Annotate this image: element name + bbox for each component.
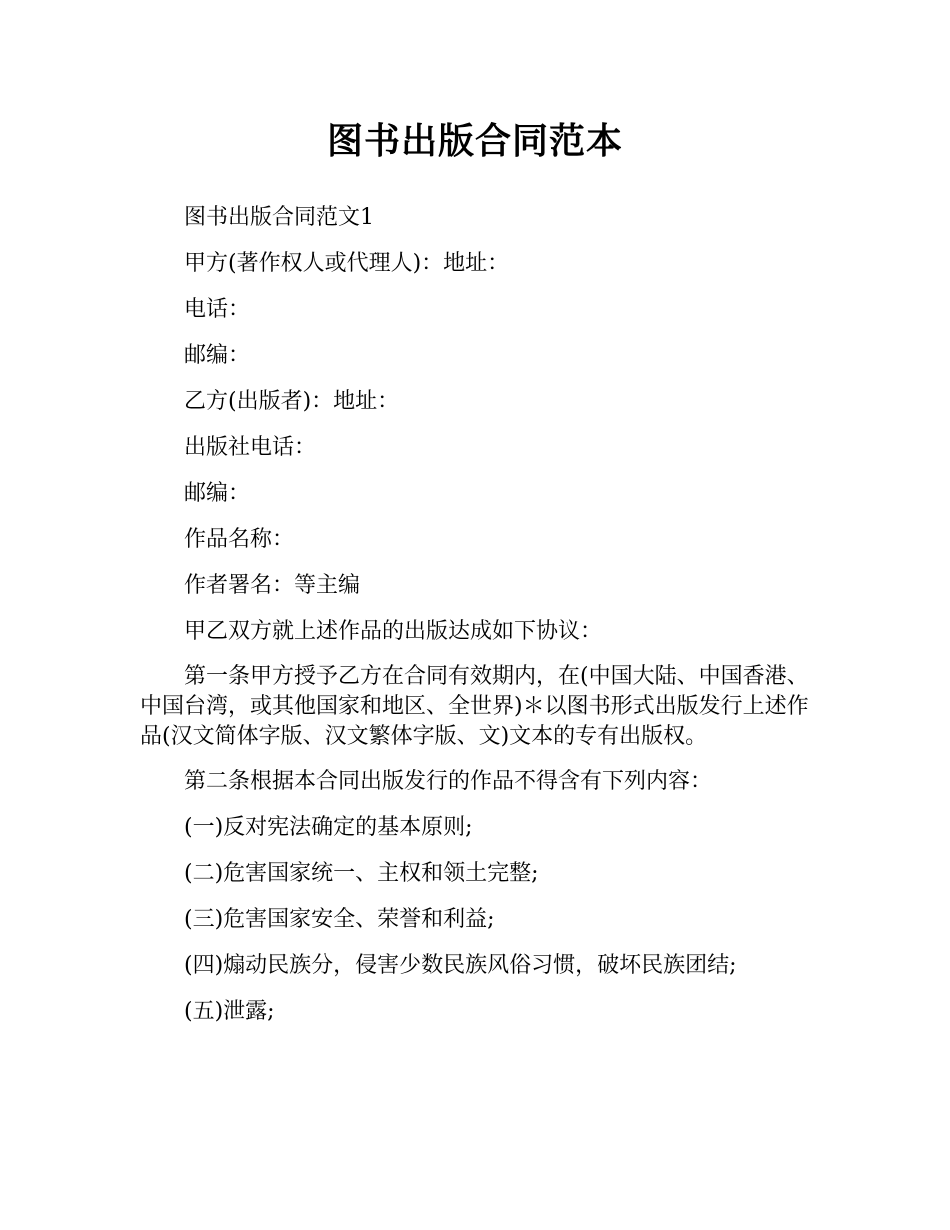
paragraph-party-b-address: 乙方(出版者)：地址： (184, 389, 400, 414)
paragraph-article-2: 第二条根据本合同出版发行的作品不得含有下列内容： (184, 769, 713, 794)
paragraph-article-1: 第一条甲方授予乙方在合同有效期内，在(中国大陆、中国香港、中国台湾，或其他国家和地区、全世界)＊以图书形式出版发行上述作品(汉文简体字版、汉文繁体字版、文)文本的专有出版权。 (140, 664, 809, 749)
paragraph-author-byline: 作者署名：等主编 (184, 573, 361, 598)
paragraph-agreement-intro: 甲乙双方就上述作品的出版达成如下协议： (184, 619, 603, 644)
document-body (140, 202, 816, 1042)
paragraph-work-title: 作品名称： (184, 527, 295, 552)
paragraph-party-a-phone: 电话： (184, 297, 251, 322)
paragraph-item-3: (三)危害国家安全、荣誉和利益; (184, 907, 495, 932)
document-title: 图书出版合同范本 (326, 121, 623, 162)
paragraph-publisher-phone: 出版社电话： (184, 435, 317, 460)
paragraph-party-a-address: 甲方(著作权人或代理人)：地址： (184, 251, 510, 276)
paragraph-party-b-postcode: 邮编： (184, 481, 251, 506)
paragraph-party-a-postcode: 邮编： (184, 343, 251, 368)
paragraph-item-2: (二)危害国家统一、主权和领土完整; (184, 861, 539, 886)
paragraph-item-4: (四)煽动民族分，侵害少数民族风俗习惯，破坏民族团结; (184, 953, 737, 978)
paragraph-heading: 图书出版合同范文1 (184, 205, 374, 230)
paragraph-item-5: (五)泄露; (184, 999, 275, 1024)
paragraph-item-1: (一)反对宪法确定的基本原则; (184, 815, 473, 840)
